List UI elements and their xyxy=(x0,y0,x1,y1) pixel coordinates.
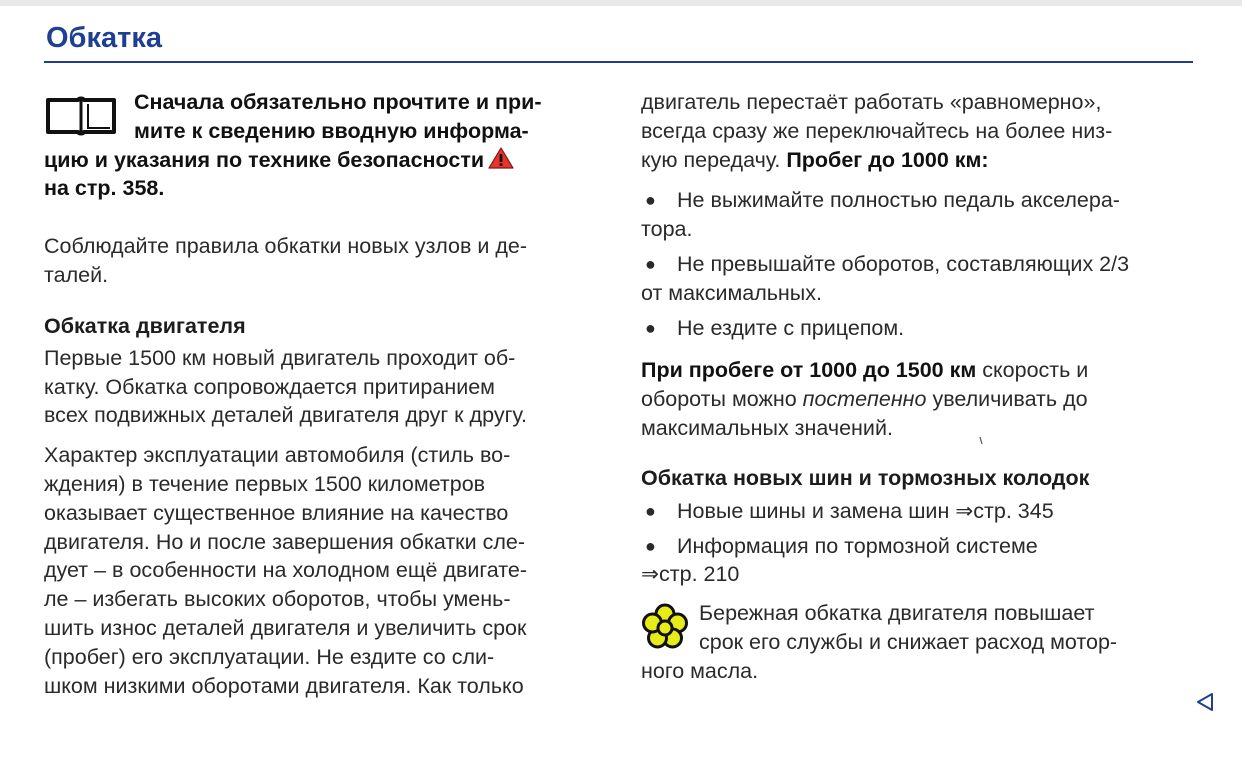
tires-link[interactable]: Новые шины и замена шин ⇒стр. 345 xyxy=(677,498,1054,523)
engine-heading: Обкатка двигателя xyxy=(44,313,246,338)
book-icon xyxy=(44,94,118,136)
tires-list xyxy=(641,497,1201,589)
safety-line-1: Сначала обязательно прочтите и при- xyxy=(134,90,542,114)
warning-triangle-icon xyxy=(488,146,514,170)
page-title: Обкатка xyxy=(46,22,162,54)
tires-brakes-heading: Обкатка новых шин и тормозных колодок xyxy=(641,465,1090,490)
list-item: ● Не ездите с прицепом. xyxy=(645,315,905,340)
safety-line-3: цию и указания по технике безопасности xyxy=(44,146,604,175)
eco-tip: Бережная обкатка двигателя повышает срок его службы и снижает расход мотор- ного масла. xyxy=(641,601,1118,683)
left-column xyxy=(44,88,604,700)
first-1000-km-list xyxy=(641,186,1201,342)
safety-line-2: мите к сведению вводную информа- xyxy=(134,118,529,143)
list-item: ● Не выжимайте полностью педаль акселера- тора. xyxy=(641,188,1120,242)
back-arrow-icon[interactable] xyxy=(1196,692,1214,712)
list-item: ● Информация по тормозной системе ⇒стр. 210 xyxy=(641,532,1201,590)
safety-notice xyxy=(44,88,604,203)
safety-page-ref: на стр. 358. xyxy=(44,176,165,201)
1000-1500-km-paragraph: При пробеге от 1000 до 1500 км скорость и обороты можно постепенно увеличивать до максимальных значений. xyxy=(641,358,1089,440)
title-underline xyxy=(44,61,1193,63)
list-item: ● Новые шины и замена шин ⇒стр. 345 xyxy=(645,498,1054,523)
brakes-link[interactable]: ⇒стр. 210 xyxy=(641,562,740,587)
engine-paragraph-2: Характер эксплуатации автомобиля (стиль во- ждения) в течение первых 1500 километров оказывает существенное влияние на качество двигателя. Но и после завершения обкатки сле- дует – в особенности на холодном ещё двигате- ле – избегать высоких оборотов, чтобы умень- шить износ деталей двигателя и увеличить срок (пробег) его эксплуатации. Не ездите со сли- шком низкими оборотами двигателя. Как только xyxy=(44,443,527,698)
engine-paragraph-1: Первые 1500 км новый двигатель проходит об- катку. Обкатка сопровождается притиранием всех подвижных деталей двигателя друг к другу. xyxy=(44,345,527,428)
print-mark xyxy=(979,437,983,445)
flower-icon xyxy=(641,603,689,651)
continued-paragraph: двигатель перестаёт работать «равномерно», всегда сразу же переключайтесь на более низ- кую передачу. Пробег до 1000 км: xyxy=(641,90,1113,172)
list-item: ● Не превышайте оборотов, составляющих 2/3 от максимальных. xyxy=(641,251,1130,305)
intro-paragraph: Соблюдайте правила обкатки новых узлов и де- талей. xyxy=(44,234,527,287)
top-edge xyxy=(0,0,1242,6)
right-column xyxy=(641,88,1201,686)
